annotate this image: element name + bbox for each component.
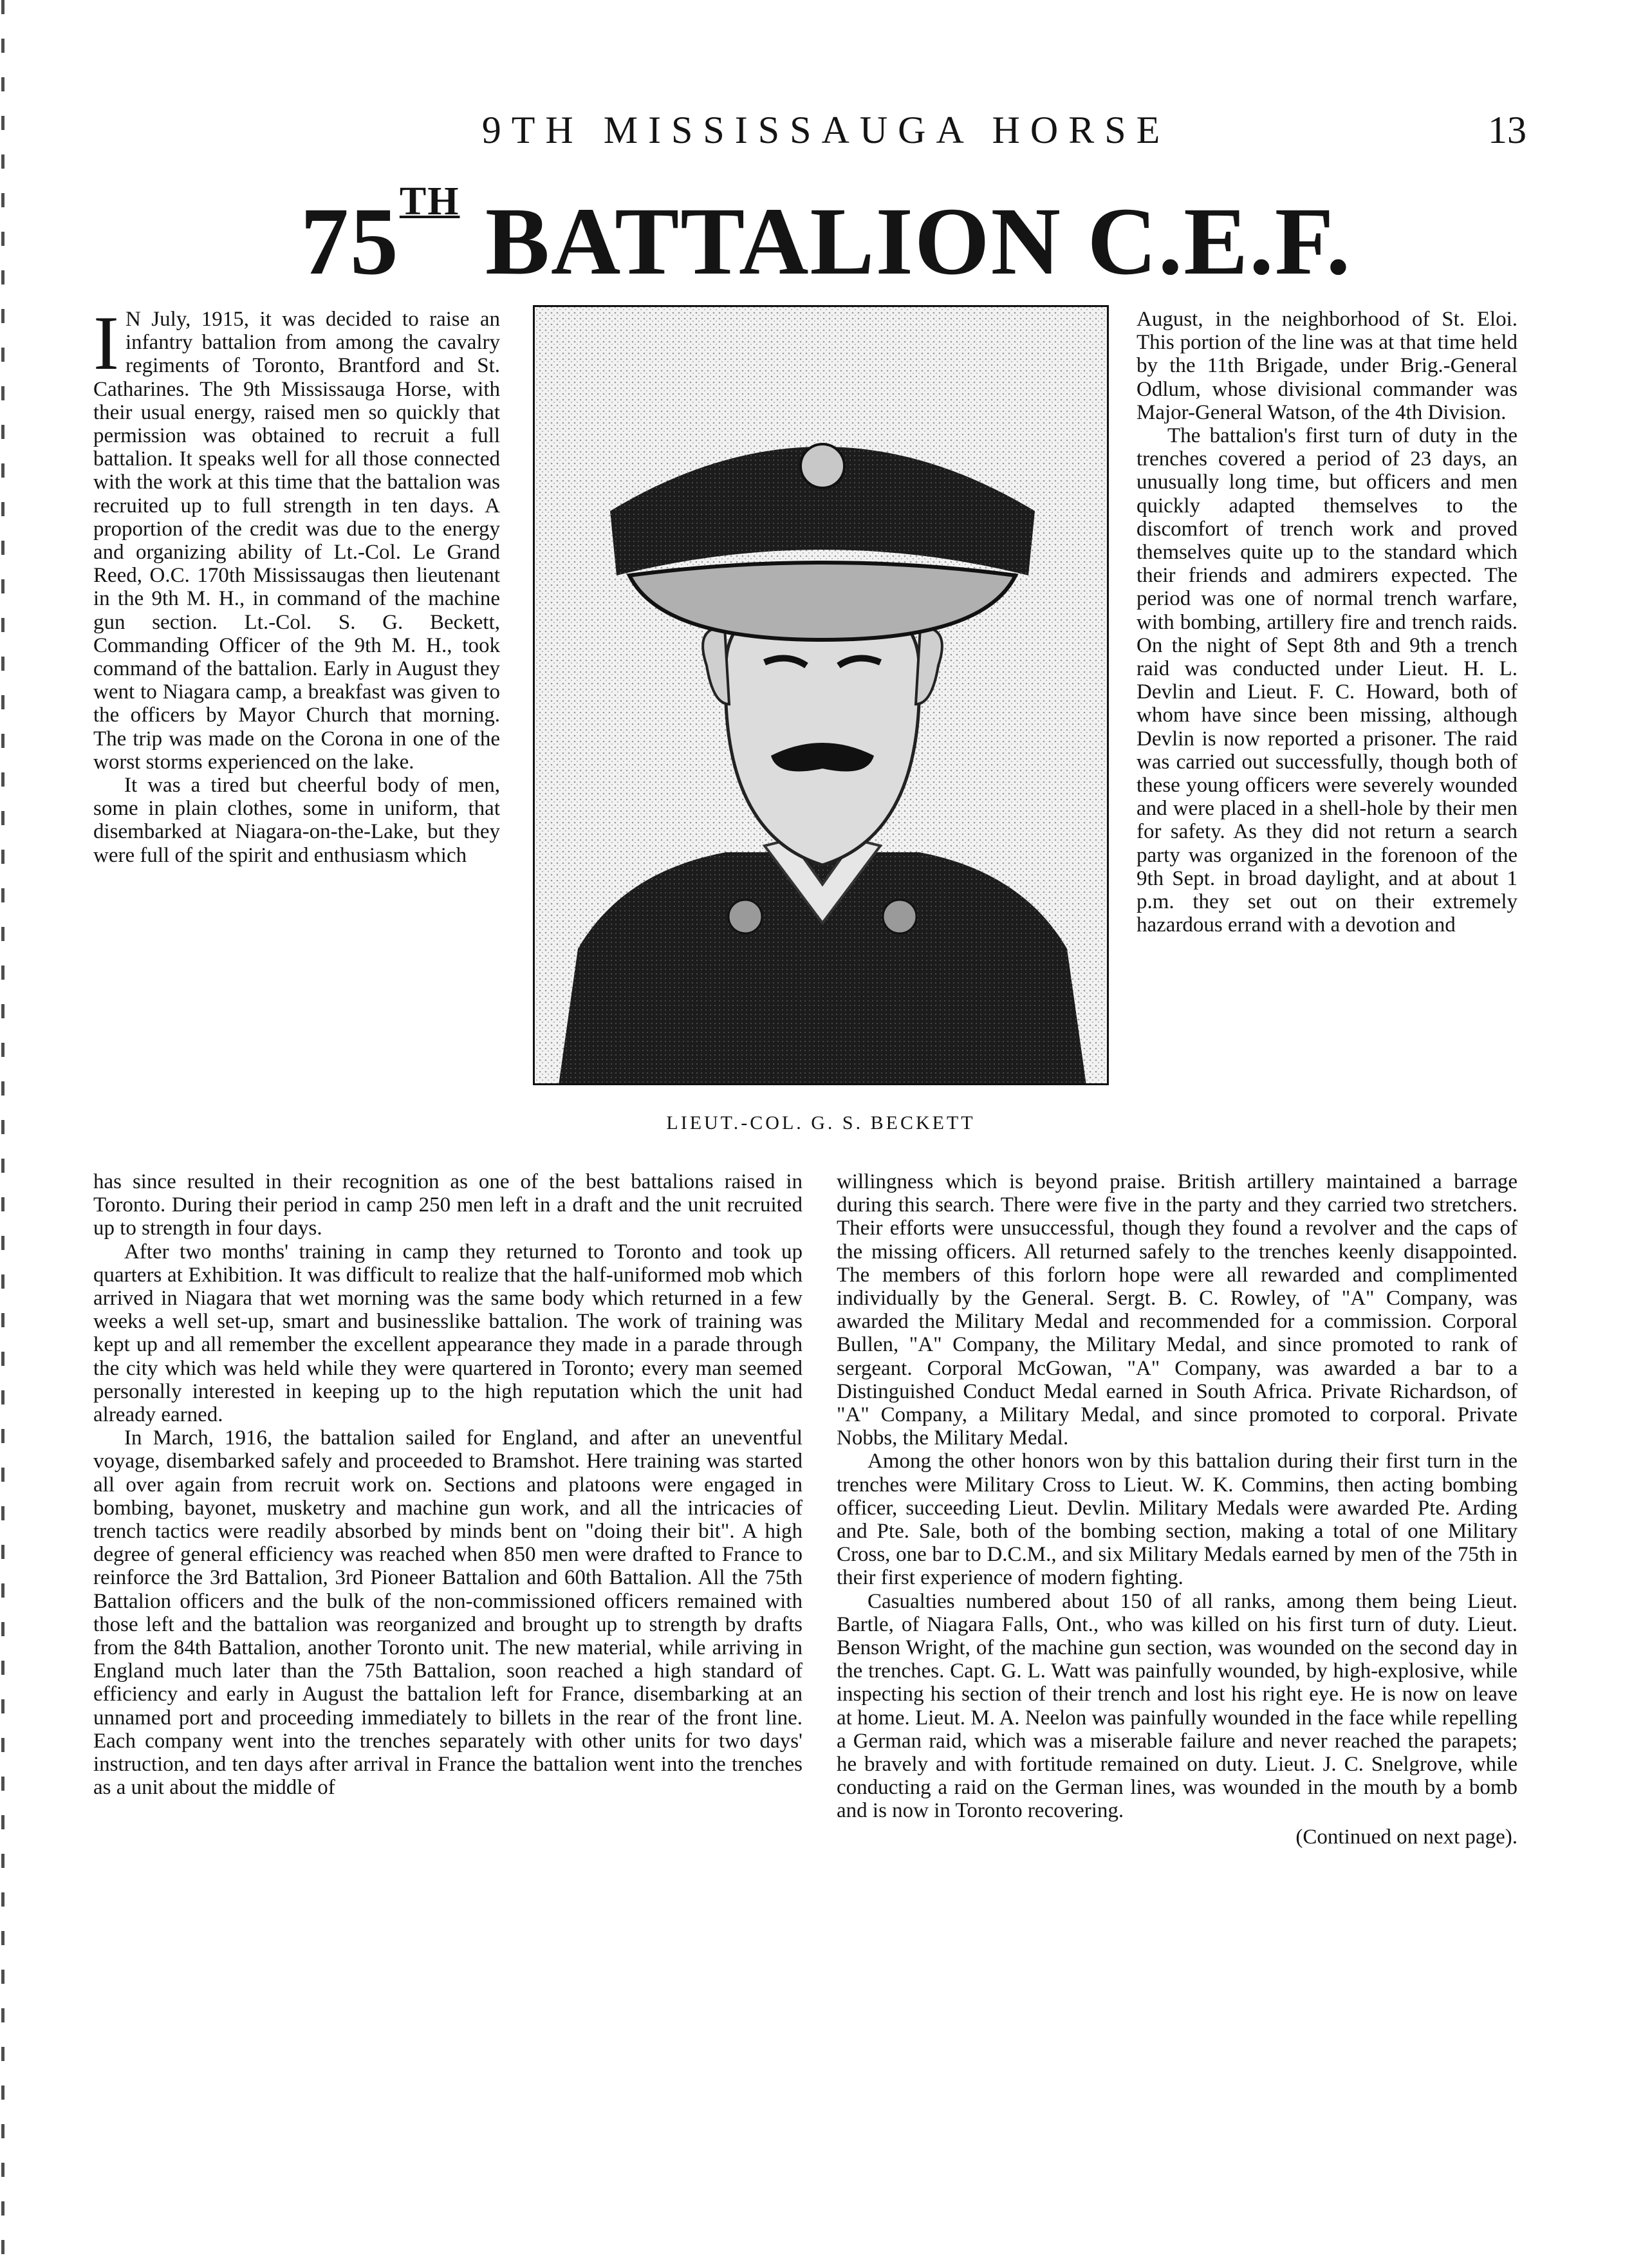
continued-note: (Continued on next page).: [1295, 1825, 1517, 1849]
title-suffix: TH: [399, 180, 460, 223]
drop-cap: I: [93, 300, 119, 386]
paragraph: [93, 300, 500, 774]
paragraph: willingness which is beyond praise. British artillery maintained a barrage during this search. There were five in the party and they carried two stretchers. Their efforts were unsuccessful, though they found a revolver and the caps of the missing officers. All returned safely to the trenches keenly disappointed. The members of this forlorn hope were all rewarded and complimented individually by the General. Sergt. B. C. Rowley, of "A" Company, was awarded the Military Medal and recommended for a commission. Corporal Bullen, "A" Company, the Military Medal, and since promoted to rank of sergeant. Corporal McGowan, "A" Company, was awarded a bar to a Distinguished Conduct Medal earned in South Africa. Private Richardson, of "A" Company, a Military Medal, and since promoted to corporal. Private Nobbs, the Military Medal.: [837, 1170, 1517, 1450]
paragraph: has since resulted in their recognition as one of the best battalions raised in Toronto. During their period in camp 250 men left in a draft and the unit recruited up to strength in four days.: [93, 1170, 803, 1240]
column-lower-left: [93, 1170, 803, 1799]
photo-caption: LIEUT.-COL. G. S. BECKETT: [666, 1112, 976, 1134]
title-text: BATTALION C.E.F.: [485, 188, 1352, 295]
paragraph: After two months' training in camp they returned to Toronto and took up quarters at Exhibition. It was difficult to realize that the half-uniformed mob which arrived in Niagara that wet morning was the same body which returned in a few weeks a well set-up, smart and businesslike battalion. The work of training was kept up and all remember the excellent appearance they made in a parade through the city which was held while they were quartered in Toronto; every man seemed personally interested in keeping up to the high reputation which the unit had already earned.: [93, 1240, 803, 1427]
paragraph: In March, 1916, the battalion sailed for England, and after an uneventful voyage, disembarked safely and proceeded to Bramshot. Here training was started all over again from recruit work on. Sections and platoons were engaged in bombing, bayonet, musketry and machine gun work, and all the intricacies of trench tactics were readily absorbed by minds bent on "doing their bit". A high degree of general efficiency was reached when 850 men were drafted to France to reinforce the 3rd Battalion, 3rd Pioneer Battalion and 60th Battalion. All the 75th Battalion officers and the bulk of the non-commissioned officers remained with those left and the battalion was reorganized and brought up to strength by drafts from the 84th Battalion, another Toronto unit. The new material, while arriving in England much later than the 75th Battalion, soon reached a high standard of efficiency and early in August the battalion left for France, disembarking at an unnamed port and proceeding immediately to billets in the rear of the front line. Each company went into the trenches separately with other units for two days' instruction, and ten days after arrival in France the battalion went into the trenches as a unit about the middle of: [93, 1426, 803, 1800]
running-title: 9TH MISSISSAUGA HORSE: [481, 109, 1171, 151]
column-right: [1137, 308, 1517, 937]
paragraph: Casualties numbered about 150 of all ranks, among them being Lieut. Bartle, of Niagara Falls, Ont., who was killed on his first turn of duty. Lieut. Benson Wright, of the machine gun section, was wounded on the second day in the trenches. Capt. G. L. Watt was painfully wounded, by high-explosive, while inspecting his section of their trench and lost his right eye. He is now on leave at home. Lieut. M. A. Neelon was painfully wounded in the face while repelling a German raid, which was a miserable failure and never reached the parapets; he bravely and with fortitude remained on duty. Lieut. J. C. Snelgrove, while conducting a raid on the German lines, was wounded in the mouth by a bomb and is now in Toronto recovering.: [837, 1589, 1517, 1823]
paragraph: It was a tired but cheerful body of men, some in plain clothes, some in uniform, that disembarked at Niagara-on-the-Lake, but they were full of the spirit and enthusiasm which: [93, 774, 500, 867]
paragraph: Among the other honors won by this battalion during their first turn in the trenches were Military Cross to Lieut. W. K. Commins, then acting bombing officer, succeeding Lieut. Devlin. Military Medals were awarded Pte. Arding and Pte. Sale, both of the bombing section, making a total of one Military Cross, one bar to D.C.M., and six Military Medals earned by men of the 75th in their first experience of modern fighting.: [837, 1450, 1517, 1590]
running-header: [0, 108, 1652, 166]
column-left: [93, 300, 500, 867]
page-margin-rule: [1, 0, 5, 2258]
portrait-photo: [533, 305, 1109, 1085]
title-number: 75: [300, 188, 400, 295]
column-lower-right: [837, 1170, 1517, 1849]
article-title: [0, 180, 1652, 295]
paragraph-text: N July, 1915, it was decided to raise an infantry battalion from among the cavalry regiments of Toronto, Brantford and St. Catharines. The 9th Mississauga Horse, with their usual energy, raised men so quickly that permission was obtained to recruit a full battalion. It speaks well for all those connected with the work at this time that the battalion was recruited up to full strength in ten days. A proportion of the credit was due to the energy and organizing ability of Lt.-Col. Le Grand Reed, O.C. 170th Mississaugas then lieutenant in the 9th M. H., in command of the machine gun section. Lt.-Col. S. G. Beckett, Commanding Officer of the 9th M. H., took command of the battalion. Early in August they went to Niagara camp, a breakfast was given to the officers by Mayor Church that morning. The trip was made on the Corona in one of the worst storms experienced on the lake.: [93, 308, 500, 774]
page-number: 13: [1488, 109, 1527, 151]
paragraph: The battalion's first turn of duty in the trenches covered a period of 23 days, an unusually long time, but officers and men quickly adapted themselves to the discomfort of trench work and proved themselves quite up to the standard which their friends and admirers expected. The period was one of normal trench warfare, with bombing, artillery fire and trench raids. On the night of Sept 8th and 9th a trench raid was conducted under Lieut. H. L. Devlin and Lieut. F. C. Howard, both of whom have since been missing, although Devlin is now reported a prisoner. The raid was carried out successfully, though both of these young officers were severely wounded and were placed in a shell-hole by their men for safety. As they did not return a search party was organized in the forenoon of the 9th Sept. in broad daylight, and at about 1 p.m. they set out on their extremely hazardous errand with a devotion and: [1137, 424, 1517, 937]
paragraph: August, in the neighborhood of St. Eloi. This portion of the line was at that time held by the 11th Brigade, under Brig.-General Odlum, whose divisional commander was Major-General Watson, of the 4th Division.: [1137, 308, 1517, 424]
